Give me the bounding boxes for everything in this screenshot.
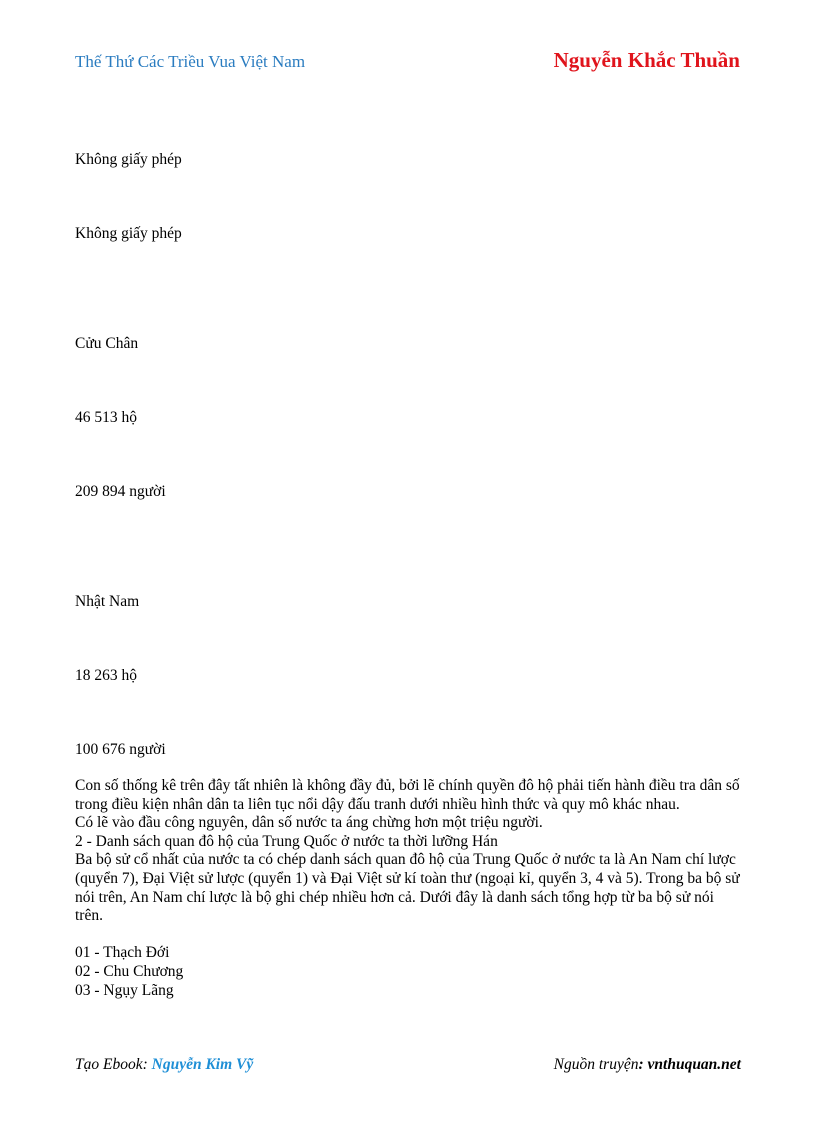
list-item: 03 - Ngụy Lãng	[75, 981, 174, 999]
entry-people-nhat-nam: 100 676 người	[75, 741, 166, 758]
footer-source-credit	[554, 1056, 741, 1074]
paragraph-statistics-note: Con số thống kê trên đây tất nhiên là không đầy đủ, bởi lẽ chính quyền đô hộ phải tiến hành điều tra dân số trong điều kiện nhân dân ta liên tục nổi dậy đấu tranh dưới nhiều hình thức và quy mô khác nhau.	[75, 777, 740, 813]
list-item: 01 - Thạch Đới	[75, 944, 170, 962]
entry-households-cuu-chan: 46 513 hộ	[75, 409, 137, 426]
author-name: Nguyễn Khắc Thuần	[553, 48, 740, 72]
source-label: Nguồn truyện	[553, 1056, 639, 1073]
entry-people-cuu-chan: 209 894 người	[75, 483, 166, 500]
book-title: Thế Thứ Các Triều Vua Việt Nam	[75, 52, 306, 71]
footer-ebook-credit	[75, 1056, 253, 1074]
entry-region-nhat-nam: Nhật Nam	[75, 593, 140, 610]
officials-list	[75, 944, 743, 1000]
ebook-creator-name: Nguyễn Kim Vỹ	[151, 1056, 254, 1073]
list-item: 02 - Chu Chương	[75, 962, 184, 980]
entry-license-2: Không giấy phép	[75, 225, 182, 242]
paragraph-population-estimate: Có lẽ vào đầu công nguyên, dân số nước ta áng chừng hơn một triệu người.	[75, 814, 543, 832]
body-text	[75, 777, 743, 1000]
ebook-separator: :	[142, 1056, 152, 1073]
paragraph-sources: Ba bộ sử cổ nhất của nước ta có chép danh sách quan đô hộ của Trung Quốc ở nước ta là An Nam chí lược (quyển 7), Đại Việt sử lược (quyển 1) và Đại Việt sử kí toàn thư (ngoại kỉ, quyển 3, 4 và 5). Trong ba bộ sử nói trên, An Nam chí lược là bộ ghi chép nhiều hơn cả. Dưới đây là danh sách tổng hợp từ ba bộ sử nói trên.	[75, 851, 740, 925]
section-heading-officials: 2 - Danh sách quan đô hộ của Trung Quốc ở nước ta thời lưỡng Hán	[75, 832, 498, 850]
entry-households-nhat-nam: 18 263 hộ	[75, 667, 137, 684]
source-site: vnthuquan.net	[647, 1056, 741, 1073]
ebook-label: Tạo Ebook	[75, 1056, 143, 1073]
entry-license-1: Không giấy phép	[75, 151, 182, 168]
source-separator: :	[638, 1056, 648, 1073]
entry-region-cuu-chan: Cửu Chân	[75, 335, 139, 352]
